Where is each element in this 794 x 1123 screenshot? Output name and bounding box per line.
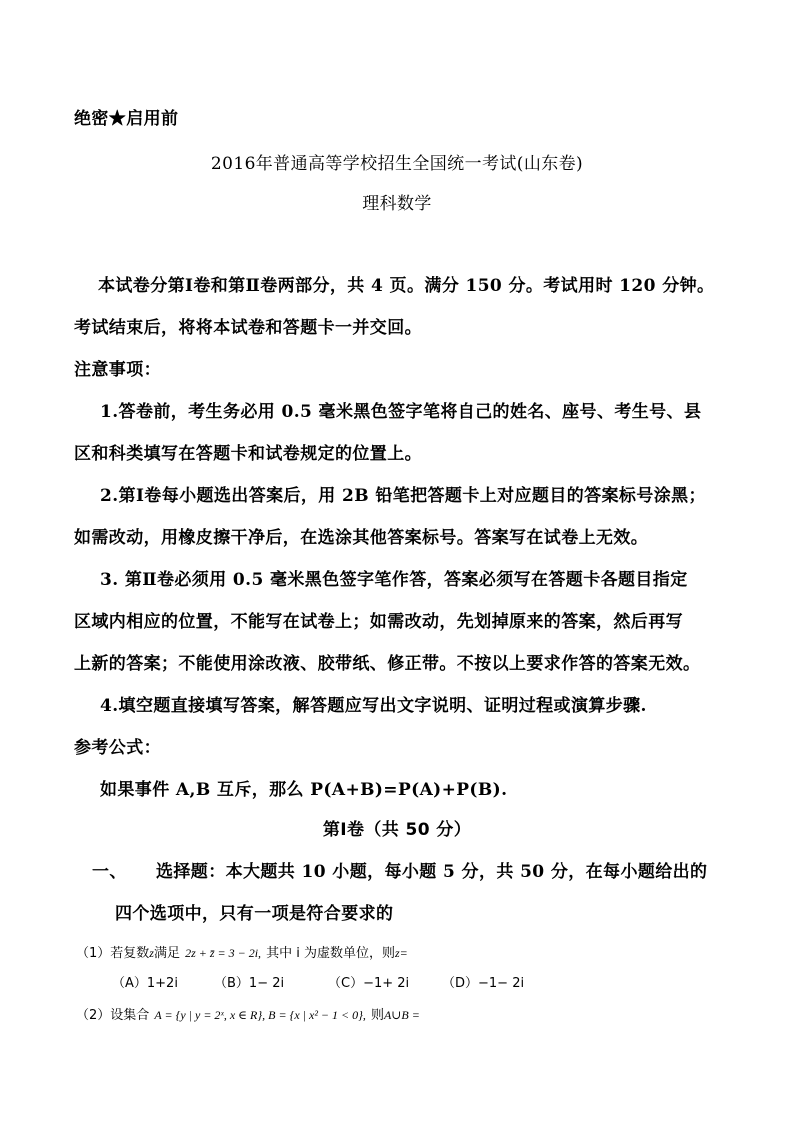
note-3-line-3: 上新的答案；不能使用涂改液、胶带纸、修正带。不按以上要求作答的答案无效。: [74, 654, 701, 674]
note-3-line-2: 区域内相应的位置，不能写在试卷上；如需改动，先划掉原来的答案，然后再写: [74, 612, 683, 632]
intro-line-2: 考试结束后，将将本试卷和答题卡一并交回。: [74, 318, 422, 338]
q2-prefix: （2）设集合: [76, 1008, 150, 1023]
note-2-line-2: 如需改动，用橡皮擦干净后，在选涂其他答案标号。答案写在试卷上无效。: [74, 528, 649, 548]
intro-line-1: 本试卷分第Ⅰ卷和第Ⅱ卷两部分，共 4 页。满分 150 分。考试用时 120 分钟。: [98, 276, 715, 296]
q1-ask: z=: [395, 946, 408, 960]
note-3-line-1: 3. 第Ⅱ卷必须用 0.5 毫米黑色签字笔作答，答案必须写在答题卡各题目指定: [100, 570, 688, 590]
note-2-line-1: 2.第Ⅰ卷每小题选出答案后，用 2B 铅笔把答题卡上对应题目的答案标号涂黑；: [100, 486, 706, 506]
exam-subject: 理科数学: [362, 194, 432, 214]
section-desc-line-1: 选择题：本大题共 10 小题，每小题 5 分，共 50 分，在每小题给出的: [156, 862, 708, 882]
q1-var-z: z: [149, 946, 154, 960]
q2-suffix: 则: [371, 1008, 385, 1023]
q1-prefix: （1）若复数: [76, 946, 150, 961]
question-1-stem: [76, 942, 408, 961]
formula-heading: 参考公式：: [74, 738, 161, 758]
q1-option-c: （C）−1+ 2i: [328, 976, 410, 991]
note-1-line-1: 1.答卷前，考生务必用 0.5 毫米黑色签字笔将自己的姓名、座号、考生号、县: [100, 402, 702, 422]
q2-ask: A∪B =: [384, 1008, 420, 1022]
section-title: 第Ⅰ卷（共 50 分）: [322, 820, 472, 840]
question-2-stem: [76, 1004, 420, 1023]
q1-option-b: （B）1− 2i: [214, 976, 285, 991]
q1-equation: 2z + z̄ = 3 − 2i,: [185, 946, 262, 960]
q1-option-d: （D）−1− 2i: [442, 976, 525, 991]
note-4: 4.填空题直接填写答案，解答题应写出文字说明、证明过程或演算步骤.: [100, 696, 647, 716]
note-1-line-2: 区和科类填写在答题卡和试卷规定的位置上。: [74, 444, 422, 464]
section-number: 一、: [92, 862, 127, 882]
exam-title: 2016年普通高等学校招生全国统一考试(山东卷): [210, 154, 584, 174]
q2-equation: A = {y | y = 2ˣ, x ∈ R}, B = {x | x² − 1 < 0},: [154, 1008, 366, 1022]
section-desc-line-2: 四个选项中，只有一项是符合要求的: [115, 904, 394, 924]
notes-heading: 注意事项：: [74, 360, 161, 380]
q1-mid: 满足: [153, 946, 180, 961]
q1-suffix: 其中 i 为虚数单位，则: [266, 946, 396, 961]
q1-option-a: （A）1+2i: [112, 976, 178, 991]
secret-label: 绝密★启用前: [74, 109, 179, 129]
formula-text: 如果事件 A,B 互斥，那么 P(A+B)=P(A)+P(B).: [100, 780, 508, 800]
